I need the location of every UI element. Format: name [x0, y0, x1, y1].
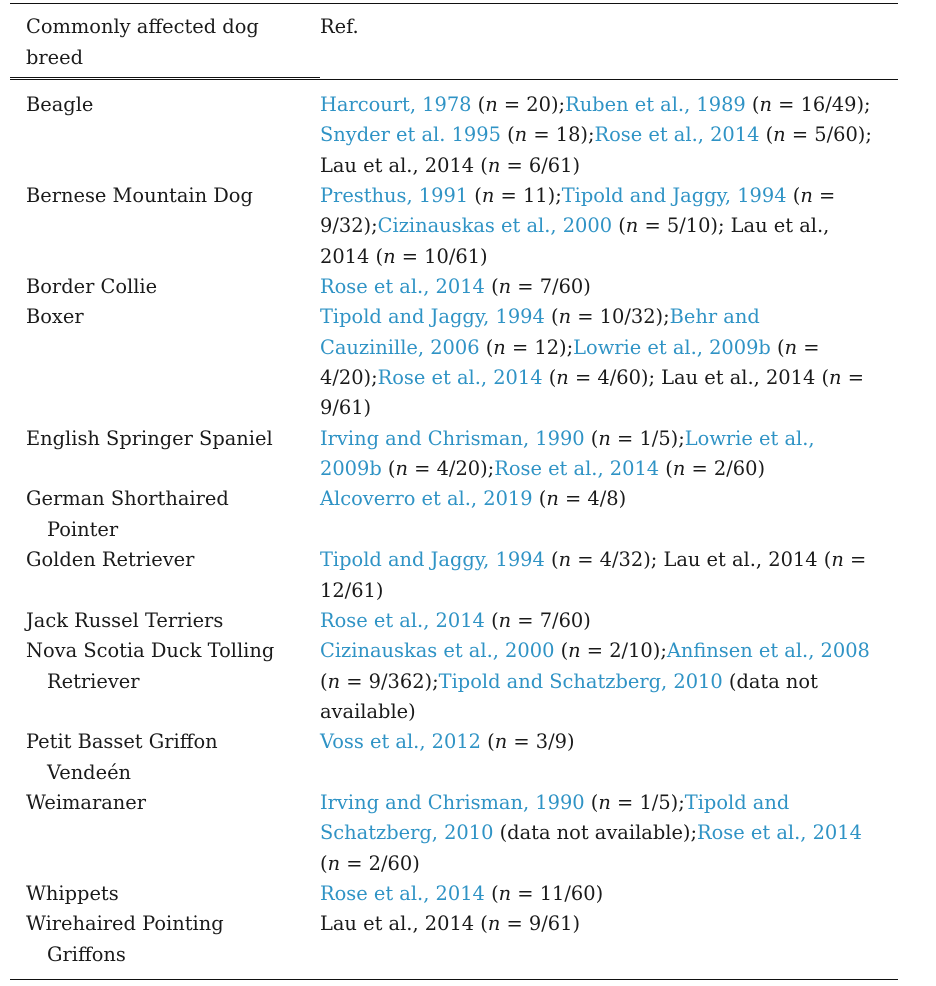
- reference-text: 4/20);: [320, 366, 378, 390]
- breed-name: Wirehaired Pointing: [26, 912, 224, 936]
- reference-text: = 2/60): [685, 457, 766, 481]
- reference-text: Lau et al., 2014 (: [320, 912, 488, 936]
- sample-size-symbol: n: [759, 93, 772, 116]
- breed-cell: [10, 181, 320, 272]
- sample-size-symbol: n: [556, 366, 569, 390]
- reference-cell: [320, 90, 898, 181]
- header-row: [10, 12, 898, 73]
- reference-text: (: [481, 730, 495, 754]
- reference-cell: [320, 788, 898, 879]
- citation-link[interactable]: Behr and: [669, 305, 760, 329]
- reference-text: (: [500, 123, 515, 147]
- reference-text: (: [544, 305, 559, 329]
- sample-size-symbol: n: [487, 153, 501, 177]
- citation-link[interactable]: Ruben et al., 1989: [565, 93, 746, 116]
- reference-cell: [320, 484, 898, 545]
- breed-name: Bernese Mountain Dog: [26, 184, 253, 208]
- reference-text: (: [542, 366, 557, 390]
- reference-text: (: [484, 275, 499, 299]
- table-row: [10, 909, 898, 970]
- table-body: [10, 90, 898, 970]
- reference-text: 2014 (: [320, 244, 384, 268]
- header-breed-line-1: Commonly affected dog: [26, 15, 259, 38]
- breed-name-continuation: Vendeén: [47, 760, 132, 784]
- breed-cell: [10, 302, 320, 423]
- breed-name: Golden Retriever: [26, 548, 195, 572]
- breed-cell: [10, 879, 320, 909]
- reference-text: 9/61): [320, 396, 372, 420]
- sample-size-symbol: n: [395, 457, 408, 481]
- reference-text: = 2/60): [340, 851, 420, 875]
- citation-link[interactable]: Tipold and Jaggy, 1994: [320, 548, 545, 572]
- table-row: [10, 181, 898, 272]
- reference-text: = 11/60): [511, 881, 604, 905]
- reference-text: = 5/10); Lau et al.,: [638, 214, 830, 238]
- breed-cell: [10, 545, 320, 606]
- sample-size-symbol: n: [383, 244, 396, 268]
- reference-text: (: [612, 214, 626, 238]
- citation-link[interactable]: Rose et al., 2014: [377, 366, 543, 390]
- breed-cell: [10, 727, 320, 788]
- reference-text: = 5/60);: [785, 123, 872, 147]
- reference-text: (: [786, 184, 801, 208]
- table-row: [10, 788, 898, 879]
- citation-link[interactable]: Harcourt, 1978: [320, 93, 472, 116]
- reference-text: = 4/20);: [408, 457, 495, 481]
- reference-cell: [320, 879, 898, 909]
- reference-text: = 10/61): [395, 244, 488, 268]
- breed-name: Jack Russel Terriers: [26, 608, 224, 632]
- top-rule: [10, 3, 898, 4]
- table-row: [10, 272, 898, 302]
- bottom-rule: [10, 979, 898, 980]
- sample-size-symbol: n: [514, 123, 528, 147]
- citation-link[interactable]: Voss et al., 2012: [320, 730, 481, 754]
- reference-text: (: [659, 457, 673, 481]
- sample-size-symbol: n: [672, 457, 686, 481]
- citation-link[interactable]: Rose et al., 2014: [320, 608, 485, 632]
- sample-size-symbol: n: [487, 912, 501, 936]
- sample-size-symbol: n: [485, 93, 498, 116]
- breed-cell: [10, 909, 320, 970]
- reference-text: (: [484, 881, 499, 905]
- citation-link[interactable]: 2009b: [320, 457, 382, 481]
- sample-size-symbol: n: [598, 426, 611, 450]
- reference-text: (: [320, 851, 328, 875]
- breed-name: Nova Scotia Duck Tolling: [26, 639, 275, 663]
- sample-size-symbol: n: [546, 487, 559, 511]
- citation-link[interactable]: Tipold and Schatzberg, 2010: [438, 669, 723, 693]
- breed-name-continuation: Retriever: [47, 669, 140, 693]
- reference-text: = 4/60); Lau et al., 2014 (: [568, 366, 830, 390]
- sample-size-symbol: n: [558, 305, 572, 329]
- breed-name: Boxer: [26, 305, 84, 329]
- reference-text: = 7/60): [511, 608, 591, 632]
- citation-link[interactable]: Tipold and: [684, 790, 790, 814]
- sample-size-symbol: n: [327, 669, 341, 693]
- reference-text: = 4/32); Lau et al., 2014 (: [571, 548, 832, 572]
- header-bottom-rule: [10, 79, 898, 80]
- reference-text: = 1/5);: [610, 790, 685, 814]
- reference-text: (: [544, 548, 559, 572]
- reference-text: Lau et al., 2014 (: [320, 153, 488, 177]
- header-breed-cell: [10, 12, 320, 73]
- table-row: [10, 484, 898, 545]
- breed-name: Border Collie: [26, 275, 158, 299]
- breed-name: German Shorthaired: [26, 487, 229, 511]
- breed-cell: [10, 272, 320, 302]
- reference-text: = 4/8): [558, 487, 627, 511]
- citation-link[interactable]: Rose et al., 2014: [697, 821, 862, 845]
- reference-cell: [320, 302, 898, 423]
- citation-link[interactable]: Lowrie et al., 2009b: [573, 335, 771, 359]
- reference-text: = 9/362);: [340, 669, 439, 693]
- table-row: [10, 424, 898, 485]
- reference-cell: [320, 272, 898, 302]
- citation-link[interactable]: Rose et al., 2014: [494, 457, 660, 481]
- reference-text: = 1/5);: [610, 426, 685, 450]
- table-row: [10, 606, 898, 636]
- citation-link[interactable]: Irving and Chrisman, 1990: [320, 426, 585, 450]
- reference-text: (: [770, 335, 785, 359]
- breed-name: Petit Basset Griffon: [26, 730, 218, 754]
- reference-text: = 11);: [494, 184, 562, 208]
- sample-size-symbol: n: [831, 548, 844, 572]
- reference-text: (: [479, 335, 494, 359]
- citation-link[interactable]: Rose et al., 2014: [320, 881, 485, 905]
- sample-size-symbol: n: [494, 730, 508, 754]
- citation-link[interactable]: Alcoverro et al., 2019: [320, 487, 533, 511]
- sample-size-symbol: n: [773, 123, 786, 147]
- reference-text: = 16/49);: [772, 93, 871, 116]
- reference-text: (data not available);: [493, 821, 698, 845]
- citation-link[interactable]: Tipold and Jaggy, 1994: [561, 184, 787, 208]
- breed-name-continuation: Pointer: [47, 517, 119, 541]
- header-ref-cell: Ref.: [320, 15, 359, 38]
- reference-text: = 18);: [527, 123, 595, 147]
- sample-size-symbol: n: [493, 335, 506, 359]
- sample-size-symbol: n: [481, 184, 495, 208]
- reference-text: 9/32);: [320, 214, 378, 238]
- reference-cell: [320, 545, 898, 606]
- breed-name: Whippets: [26, 881, 119, 905]
- reference-cell: [320, 636, 898, 727]
- breed-cell: [10, 636, 320, 727]
- reference-text: (: [554, 639, 569, 663]
- citation-link[interactable]: Irving and Chrisman, 1990: [320, 790, 585, 814]
- table-header: [10, 12, 898, 73]
- reference-cell: [320, 424, 898, 485]
- sample-size-symbol: n: [327, 851, 341, 875]
- reference-text: available): [320, 699, 416, 723]
- reference-text: (: [584, 790, 599, 814]
- reference-text: (: [381, 457, 396, 481]
- reference-cell: [320, 606, 898, 636]
- breed-cell: [10, 606, 320, 636]
- sample-size-symbol: n: [829, 366, 842, 390]
- reference-text: = 2/10);: [580, 639, 667, 663]
- citation-link[interactable]: Tipold and Jaggy, 1994: [320, 305, 545, 329]
- table-row: [10, 727, 898, 788]
- reference-text: =: [841, 366, 864, 390]
- reference-text: (: [484, 608, 499, 632]
- reference-cell: [320, 181, 898, 272]
- reference-cell: [320, 909, 898, 970]
- reference-text: (: [468, 184, 482, 208]
- reference-text: (: [471, 93, 486, 116]
- citation-link[interactable]: Snyder et al. 1995: [320, 123, 501, 147]
- breed-name: English Springer Spaniel: [26, 426, 273, 450]
- reference-text: (data not: [722, 669, 818, 693]
- reference-text: 12/61): [320, 578, 384, 602]
- citation-link[interactable]: Cauzinille, 2006: [320, 335, 480, 359]
- citation-link[interactable]: Lowrie et al.,: [684, 426, 815, 450]
- table-row: [10, 545, 898, 606]
- table-row: [10, 636, 898, 727]
- sample-size-symbol: n: [625, 214, 639, 238]
- citation-link[interactable]: Rose et al., 2014: [320, 275, 485, 299]
- breed-cell: [10, 484, 320, 545]
- sample-size-symbol: n: [498, 608, 512, 632]
- reference-text: (: [532, 487, 547, 511]
- reference-text: (: [584, 426, 599, 450]
- reference-text: = 3/9): [507, 730, 575, 754]
- sample-size-symbol: n: [498, 275, 512, 299]
- reference-text: = 10/32);: [571, 305, 670, 329]
- reference-text: = 9/61): [500, 912, 581, 936]
- reference-text: (: [320, 669, 328, 693]
- reference-text: = 12);: [505, 335, 574, 359]
- header-underline: [10, 77, 320, 78]
- breed-name: Weimaraner: [26, 790, 147, 814]
- citation-link[interactable]: Rose et al., 2014: [594, 123, 760, 147]
- reference-text: (: [745, 93, 760, 116]
- citation-link[interactable]: Anfinsen et al., 2008: [666, 639, 870, 663]
- header-breed-line-2: breed: [26, 45, 84, 69]
- reference-text: (: [759, 123, 774, 147]
- reference-text: =: [812, 184, 836, 208]
- citation-link[interactable]: Cizinauskas et al., 2000: [320, 639, 555, 663]
- sample-size-symbol: n: [800, 184, 813, 208]
- reference-text: =: [843, 548, 867, 572]
- sample-size-symbol: n: [568, 639, 581, 663]
- reference-text: =: [797, 335, 820, 359]
- sample-size-symbol: n: [498, 881, 512, 905]
- reference-text: = 6/61): [500, 153, 581, 177]
- citation-link[interactable]: Presthus, 1991: [320, 184, 469, 208]
- sample-size-symbol: n: [558, 548, 572, 572]
- sample-size-symbol: n: [598, 790, 611, 814]
- table-row: [10, 90, 898, 181]
- breed-name-continuation: Griffons: [47, 942, 126, 966]
- table-row: [10, 302, 898, 423]
- breed-name: Beagle: [26, 93, 94, 116]
- breed-cell: [10, 90, 320, 181]
- reference-cell: [320, 727, 898, 788]
- reference-text: = 7/60): [511, 275, 591, 299]
- citation-link[interactable]: Cizinauskas et al., 2000: [377, 214, 613, 238]
- table-row: [10, 879, 898, 909]
- sample-size-symbol: n: [784, 335, 798, 359]
- reference-text: = 20);: [497, 93, 566, 116]
- citation-link[interactable]: Schatzberg, 2010: [320, 821, 494, 845]
- breed-cell: [10, 424, 320, 485]
- breed-cell: [10, 788, 320, 879]
